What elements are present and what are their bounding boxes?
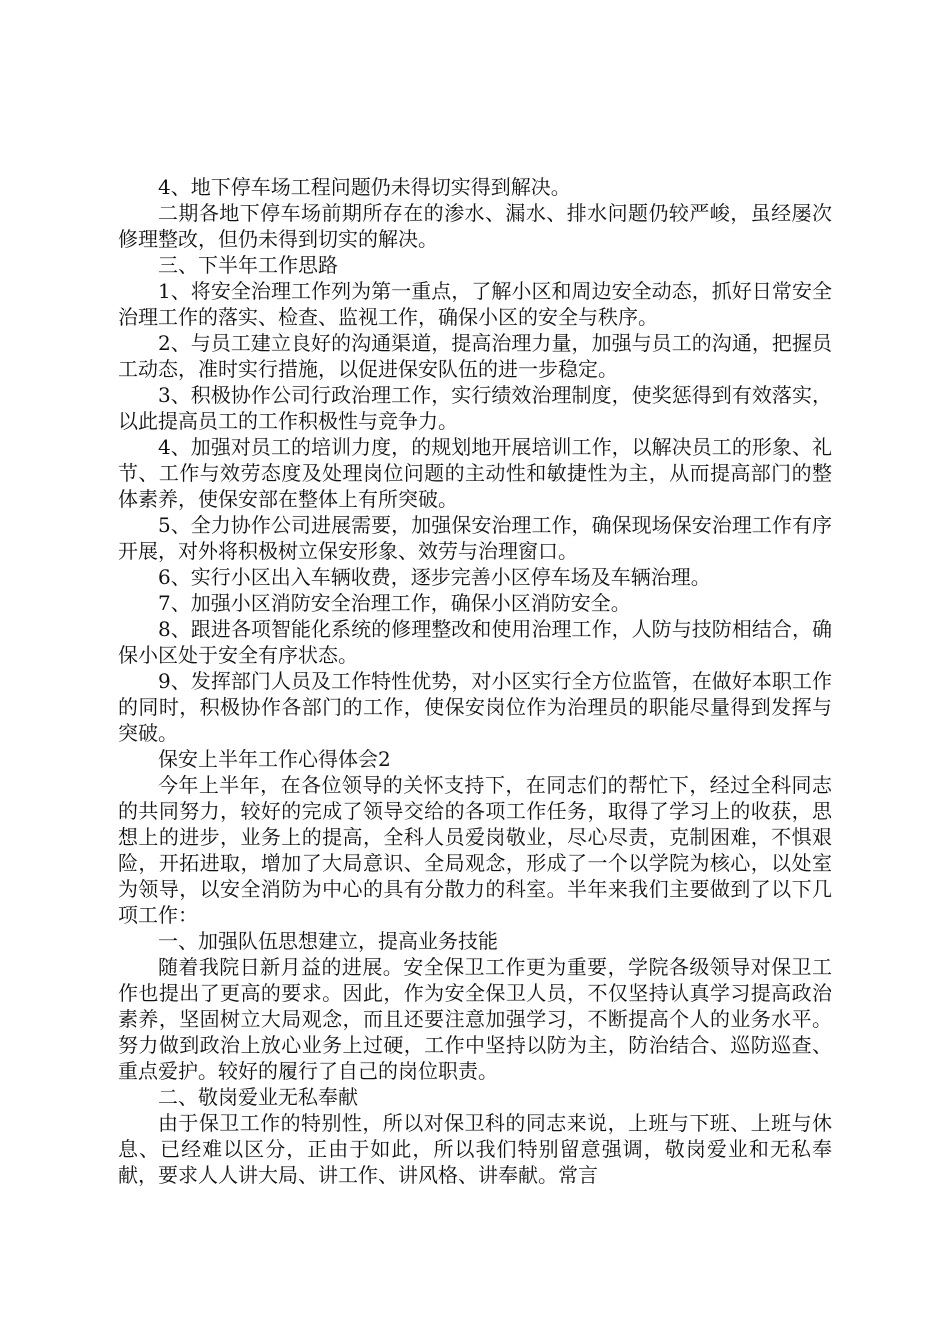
paragraph: 今年上半年，在各位领导的关怀支持下，在同志们的帮忙下，经过全科同志的共同努力，较好的完成了领导交给的各项工作任务，取得了学习上的收获，思想上的进步，业务上的提高，全科人员爱岗敬业，尽心尽责，克制困难，不惧艰险，开拓进取，增加了大局意识、全局观念，形成了一个以学院为核心，以处室为领导，以安全消防为中心的具有分散力的科室。半年来我们主要做到了以下几项工作：: [118, 773, 832, 927]
list-item-3: 3、积极协作公司行政治理工作，实行绩效治理制度，使奖惩得到有效落实，以此提高员工的工作积极性与竞争力。: [118, 383, 832, 433]
document-body: [118, 174, 832, 1188]
paragraph: 由于保卫工作的特别性，所以对保卫科的同志来说，上班与下班、上班与休息、已经难以区分，正由于如此，所以我们特别留意强调，敬岗爱业和无私奉献，要求人人讲大局、讲工作、讲风格、讲奉献。常言: [118, 1111, 832, 1187]
list-item-6: 6、实行小区出入车辆收费，逐步完善小区停车场及车辆治理。: [158, 565, 711, 589]
section-heading-2: 二、敬岗爱业无私奉献: [158, 1085, 358, 1109]
paragraph: 二期各地下停车场前期所存在的渗水、漏水、排水问题仍较严峻，虽经屡次修理整改，但仍未得到切实的解决。: [118, 201, 832, 251]
list-item-2: 2、与员工建立良好的沟通渠道，提高治理力量，加强与员工的沟通，把握员工动态，准时实行措施，以促进保安队伍的进一步稳定。: [118, 331, 832, 381]
list-item-8: 8、跟进各项智能化系统的修理整改和使用治理工作，人防与技防相结合，确保小区处于安全有序状态。: [118, 617, 832, 667]
section-heading-1: 一、加强队伍思想建立，提高业务技能: [158, 929, 498, 953]
list-item-5: 5、全力协作公司进展需要，加强保安治理工作，确保现场保安治理工作有序开展，对外将积极树立保安形象、效劳与治理窗口。: [118, 513, 832, 563]
paragraph: 随着我院日新月益的进展。安全保卫工作更为重要，学院各级领导对保卫工作也提出了更高的要求。因此，作为安全保卫人员，不仅坚持认真学习提高政治素养，坚固树立大局观念，而且还要注意加强学习，不断提高个人的业务水平。努力做到政治上放心业务上过硬，工作中坚持以防为主，防治结合、巡防巡查、重点爱护。较好的履行了自己的岗位职责。: [118, 955, 832, 1083]
section-heading-3: 三、下半年工作思路: [158, 253, 338, 277]
paragraph-heading-4: 4、地下停车场工程问题仍未得切实得到解决。: [158, 175, 571, 199]
list-item-9: 9、发挥部门人员及工作特性优势，对小区实行全方位监管，在做好本职工作的同时，积极协作各部门的工作，使保安岗位作为治理员的职能尽量得到发挥与突破。: [118, 669, 832, 745]
list-item-7: 7、加强小区消防安全治理工作，确保小区消防安全。: [158, 591, 631, 615]
list-item-4: 4、加强对员工的培训力度，的规划地开展培训工作，以解决员工的形象、礼节、工作与效劳态度及处理岗位问题的主动性和敏捷性为主，从而提高部门的整体素养，使保安部在整体上有所突破。: [118, 435, 832, 511]
article-title: 保安上半年工作心得体会2: [158, 747, 391, 771]
list-item-1: 1、将安全治理工作列为第一重点，了解小区和周边安全动态，抓好日常安全治理工作的落实、检查、监视工作，确保小区的安全与秩序。: [118, 279, 832, 329]
